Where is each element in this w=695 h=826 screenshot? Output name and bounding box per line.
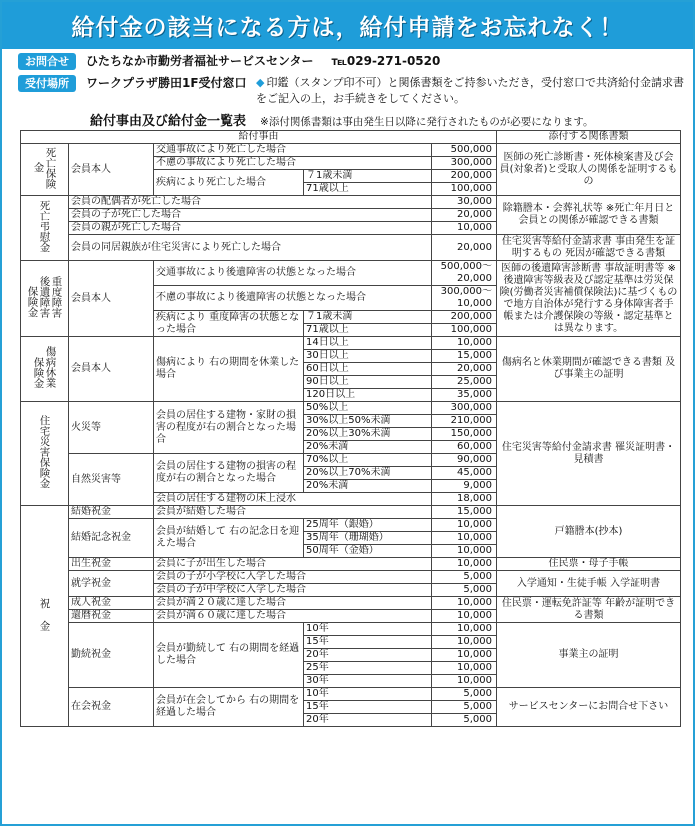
condition-cell: 50周年（金婚） xyxy=(304,545,432,558)
table-row xyxy=(21,506,681,519)
docs-cell: 住民票・運転免許証等 年齢が証明できる書類 xyxy=(497,597,681,623)
reception-note-text: 印鑑（スタンプ印不可）と関係書類をご持参いただき，受付窓口で共済給付金請求書をご記入の上，お手続きをしてください。 xyxy=(256,76,685,105)
subcategory-tenure: 在会祝金 xyxy=(69,688,154,727)
reason-cell: 交通事故により死亡した場合 xyxy=(154,144,432,157)
condition-cell: 60日以上 xyxy=(304,363,432,376)
table-row xyxy=(21,196,681,209)
reason-cell: 会員が満６０歳に達した場合 xyxy=(154,610,432,623)
docs-cell: サービスセンターにお問合せ下さい xyxy=(497,688,681,727)
amount-cell: 10,000 xyxy=(432,222,497,235)
amount-cell: 10,000 xyxy=(432,623,497,636)
category-leave-1: 保険金 xyxy=(32,356,45,388)
amount-cell: 5,000 xyxy=(432,701,497,714)
reason-cell: 会員が結婚して 右の記念日を迎えた場合 xyxy=(154,519,304,558)
reception-place: ワークプラザ勝田1F受付窓口 xyxy=(86,76,247,90)
table-heading xyxy=(90,110,593,129)
condition-cell: 20%未満 xyxy=(304,480,432,493)
subcategory-service: 勤続祝金 xyxy=(69,623,154,688)
amount-cell: 30,000 xyxy=(432,196,497,209)
amount-cell: 100,000 xyxy=(432,324,497,337)
reason-cell: 会員の同居親族が住宅災害により死亡した場合 xyxy=(69,235,432,261)
category-celebration: 祝 金 xyxy=(38,597,51,631)
table-header-row xyxy=(21,131,681,144)
reason-cell: 会員の居住する建物の損害の程度が右の割合となった場合 xyxy=(154,454,304,493)
amount-cell: 90,000 xyxy=(432,454,497,467)
docs-cell: 医師の死亡診断書・死体検案書及び会員(対象者)と受取人の関係を証明するもの xyxy=(497,144,681,196)
subcategory-kanreki: 還暦祝金 xyxy=(69,610,154,623)
subcategory-anniversary: 結婚記念祝金 xyxy=(69,519,154,558)
table-row xyxy=(21,597,681,610)
reason-cell: 会員の子が小学校に入学した場合 xyxy=(154,571,432,584)
condition-cell: 10年 xyxy=(304,688,432,701)
amount-cell: 5,000 xyxy=(432,584,497,597)
reason-cell: 会員が結婚した場合 xyxy=(154,506,432,519)
reason-cell: 交通事故により後遺障害の状態となった場合 xyxy=(154,261,432,286)
reason-cell: 会員に子が出生した場合 xyxy=(154,558,432,571)
condition-cell: 20%未満 xyxy=(304,441,432,454)
amount-cell: 10,000 xyxy=(432,519,497,532)
amount-cell: 10,000 xyxy=(432,675,497,688)
reason-cell: 会員が勤続して 右の期間を経過した場合 xyxy=(154,623,304,688)
amount-cell: 5,000 xyxy=(432,571,497,584)
docs-cell: 住宅災害等給付金請求書 罹災証明書・見積書 xyxy=(497,402,681,506)
condition-cell: 30日以上 xyxy=(304,350,432,363)
reception-note xyxy=(256,75,686,107)
benefit-table xyxy=(20,130,681,727)
docs-cell: 医師の後遺障害診断書 事故証明書等 ※後遺障害等級表及び認定基準は労災保険(労働者災害補償保険法)に基づくもので地方自治体が発行する身体障害者手帳または介護保険の等級・認定基準とは異なります。 xyxy=(497,261,681,337)
table-row xyxy=(21,571,681,584)
reception-row xyxy=(18,75,686,107)
reason-cell: 会員の子が中学校に入学した場合 xyxy=(154,584,432,597)
docs-cell: 住宅災害等給付金請求書 事由発生を証明するもの 死因が確認できる書類 xyxy=(497,235,681,261)
table-row xyxy=(21,337,681,350)
condition-cell: 35周年（珊瑚婚） xyxy=(304,532,432,545)
condition-cell: 20年 xyxy=(304,714,432,727)
amount-cell: 10,000 xyxy=(432,610,497,623)
reason-cell: 会員の配偶者が死亡した場合 xyxy=(69,196,432,209)
condition-cell: 30年 xyxy=(304,675,432,688)
condition-cell: 90日以上 xyxy=(304,376,432,389)
amount-cell: 300,000〜 10,000 xyxy=(432,286,497,311)
amount-cell: 300,000 xyxy=(432,157,497,170)
subcategory-school: 就学祝金 xyxy=(69,571,154,597)
col-reason: 給付事由 xyxy=(21,131,497,144)
amount-cell: 20,000 xyxy=(432,235,497,261)
amount-cell: 18,000 xyxy=(432,493,497,506)
amount-cell: 100,000 xyxy=(432,183,497,196)
member-cell: 会員本人 xyxy=(69,337,154,402)
docs-cell: 事業主の証明 xyxy=(497,623,681,688)
condition-cell: ７1歳未満 xyxy=(304,170,432,183)
condition-cell: 30%以上50%未満 xyxy=(304,415,432,428)
reason-cell: 会員の親が死亡した場合 xyxy=(69,222,432,235)
reason-cell: 会員の子が死亡した場合 xyxy=(69,209,432,222)
amount-cell: 25,000 xyxy=(432,376,497,389)
condition-cell: 20%以上70%未満 xyxy=(304,467,432,480)
amount-cell: 300,000 xyxy=(432,402,497,415)
condition-cell: 14日以上 xyxy=(304,337,432,350)
condition-cell: 15年 xyxy=(304,636,432,649)
condition-cell: 15年 xyxy=(304,701,432,714)
amount-cell: 200,000 xyxy=(432,170,497,183)
amount-cell: 150,000 xyxy=(432,428,497,441)
amount-cell: 500,000〜 20,000 xyxy=(432,261,497,286)
amount-cell: 15,000 xyxy=(432,506,497,519)
amount-cell: 20,000 xyxy=(432,363,497,376)
amount-cell: 10,000 xyxy=(432,636,497,649)
subcategory-natural: 自然災害等 xyxy=(69,454,154,506)
condition-cell: 50%以上 xyxy=(304,402,432,415)
amount-cell: 10,000 xyxy=(432,545,497,558)
col-docs: 添付する関係書類 xyxy=(497,131,681,144)
amount-cell: 10,000 xyxy=(432,662,497,675)
reason-cell: 会員が満２０歳に達した場合 xyxy=(154,597,432,610)
amount-cell: 60,000 xyxy=(432,441,497,454)
table-row xyxy=(21,688,681,701)
amount-cell: 10,000 xyxy=(432,532,497,545)
contact-row xyxy=(18,53,440,70)
amount-cell: 9,000 xyxy=(432,480,497,493)
category-disability-1: 保険金 xyxy=(26,286,39,318)
condition-cell: 10年 xyxy=(304,623,432,636)
reason-cell: 疾病により死亡した場合 xyxy=(154,170,304,196)
amount-cell: 35,000 xyxy=(432,389,497,402)
condition-cell: 25年 xyxy=(304,662,432,675)
contact-phone[interactable]: ℡029-271-0520 xyxy=(331,54,441,68)
amount-cell: 500,000 xyxy=(432,144,497,157)
subcategory-fire: 火災等 xyxy=(69,402,154,454)
member-cell: 会員本人 xyxy=(69,144,154,196)
category-death-insurance: 死亡保険金 xyxy=(32,146,57,189)
table-row xyxy=(21,623,681,636)
table-row xyxy=(21,144,681,157)
amount-cell: 45,000 xyxy=(432,467,497,480)
condition-cell: ７1歳未満 xyxy=(304,311,432,324)
category-leave-2: 傷病休業 xyxy=(44,346,57,388)
table-row xyxy=(21,402,681,415)
reason-cell: 会員が在会してから 右の期間を経過した場合 xyxy=(154,688,304,727)
diamond-icon: ◆ xyxy=(256,76,265,89)
reason-cell: 不慮の事故により死亡した場合 xyxy=(154,157,432,170)
page-title: 給付金の該当になる方は，給付申請をお忘れなく！ xyxy=(71,15,624,41)
subcategory-adult: 成人祝金 xyxy=(69,597,154,610)
amount-cell: 20,000 xyxy=(432,209,497,222)
docs-cell: 住民票・母子手帳 xyxy=(497,558,681,571)
table-row xyxy=(21,558,681,571)
condition-cell: 25周年（銀婚） xyxy=(304,519,432,532)
docs-cell: 傷病名と休業期間が確認できる書類 及び事業主の証明 xyxy=(497,337,681,402)
amount-cell: 5,000 xyxy=(432,688,497,701)
amount-cell: 210,000 xyxy=(432,415,497,428)
reason-cell: 疾病により 重度障害の状態となった場合 xyxy=(154,311,304,337)
reason-cell: 会員の居住する建物の床上浸水 xyxy=(154,493,432,506)
reason-cell: 傷病により 右の期間を休業した場合 xyxy=(154,337,304,402)
condition-cell: 20%以上30%未満 xyxy=(304,428,432,441)
category-disability-2: 後遺障害 xyxy=(38,275,51,318)
table-note: ※添付関係書類は事由発生日以降に発行されたものが必要になります。 xyxy=(260,116,594,128)
category-disability-3: 重度障害 xyxy=(50,275,63,318)
subcategory-marriage: 結婚祝金 xyxy=(69,506,154,519)
condition-cell: 20年 xyxy=(304,649,432,662)
reason-cell: 会員の居住する建物・家財の損害の程度が右の割合となった場合 xyxy=(154,402,304,454)
subcategory-birth: 出生祝金 xyxy=(69,558,154,571)
reason-cell: 不慮の事故により後遺障害の状態となった場合 xyxy=(154,286,432,311)
contact-org: ひたちなか市勤労者福祉サービスセンター xyxy=(86,54,314,68)
contact-tag: お問合せ xyxy=(18,53,76,70)
amount-cell: 10,000 xyxy=(432,597,497,610)
amount-cell: 200,000 xyxy=(432,311,497,324)
condition-cell: 71歳以上 xyxy=(304,324,432,337)
category-condolence: 死亡弔慰金 xyxy=(38,199,51,253)
member-cell: 会員本人 xyxy=(69,261,154,337)
docs-cell: 除籍謄本・会葬礼状等 ※死亡年月日と会員との関係が確認できる書類 xyxy=(497,196,681,235)
amount-cell: 10,000 xyxy=(432,337,497,350)
amount-cell: 15,000 xyxy=(432,350,497,363)
table-title: 給付事由及び給付金一覧表 xyxy=(90,114,247,129)
amount-cell: 10,000 xyxy=(432,558,497,571)
docs-cell: 入学通知・生徒手帳 入学証明書 xyxy=(497,571,681,597)
category-housing: 住宅災害保険金 xyxy=(38,414,51,489)
condition-cell: 71歳以上 xyxy=(304,183,432,196)
amount-cell: 5,000 xyxy=(432,714,497,727)
docs-cell: 戸籍謄本(抄本) xyxy=(497,506,681,558)
condition-cell: 120日以上 xyxy=(304,389,432,402)
title-banner xyxy=(2,2,693,49)
reception-tag: 受付場所 xyxy=(18,75,76,92)
condition-cell: 70%以上 xyxy=(304,454,432,467)
amount-cell: 10,000 xyxy=(432,649,497,662)
